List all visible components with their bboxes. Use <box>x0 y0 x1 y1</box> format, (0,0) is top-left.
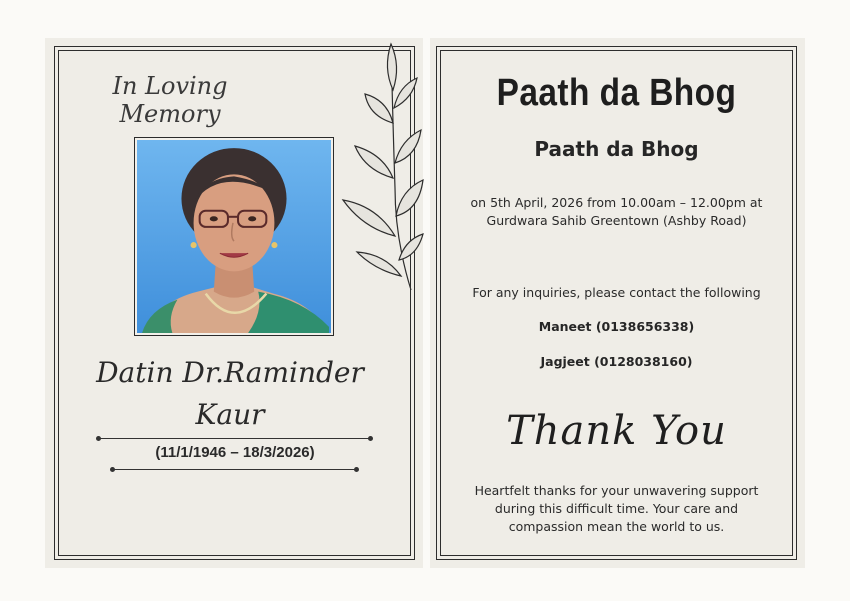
in-loving-memory-heading: In Loving Memory <box>112 72 228 128</box>
portrait-photo <box>137 140 331 333</box>
contact-maneet: Maneet (0138656338) <box>538 319 695 334</box>
divider-dot <box>354 467 359 472</box>
event-title: Paath da Bhog <box>496 72 737 114</box>
divider-top <box>99 438 371 439</box>
leaf-branch-decoration <box>335 38 425 298</box>
divider-dot <box>110 467 115 472</box>
divider-dot <box>96 436 101 441</box>
inquiry-text: For any inquiries, please contact the following <box>472 285 761 300</box>
deceased-name-line1: Datin Dr.Raminder <box>96 356 364 389</box>
thank-you-script: Thank You <box>506 408 727 454</box>
divider-dot <box>368 436 373 441</box>
deceased-name-line2: Kaur <box>195 398 265 431</box>
event-details-line1: on 5th April, 2026 from 10.00am – 12.00pm at <box>470 195 763 210</box>
thanks-message-line2: during this difficult time. Your care and <box>494 501 739 516</box>
thanks-message-line1: Heartfelt thanks for your unwavering support <box>474 483 759 498</box>
card-border-inner <box>440 50 793 556</box>
portrait-photo-frame <box>134 137 334 336</box>
life-dates: (11/1/1946 – 18/3/2026) <box>155 444 315 461</box>
event-subtitle: Paath da Bhog <box>534 137 699 161</box>
divider-bottom <box>113 469 357 470</box>
thanks-message-line3: compassion mean the world to us. <box>508 519 725 534</box>
contact-jagjeet: Jagjeet (0128038160) <box>540 354 693 369</box>
event-details-line2: Gurdwara Sahib Greentown (Ashby Road) <box>486 213 747 228</box>
